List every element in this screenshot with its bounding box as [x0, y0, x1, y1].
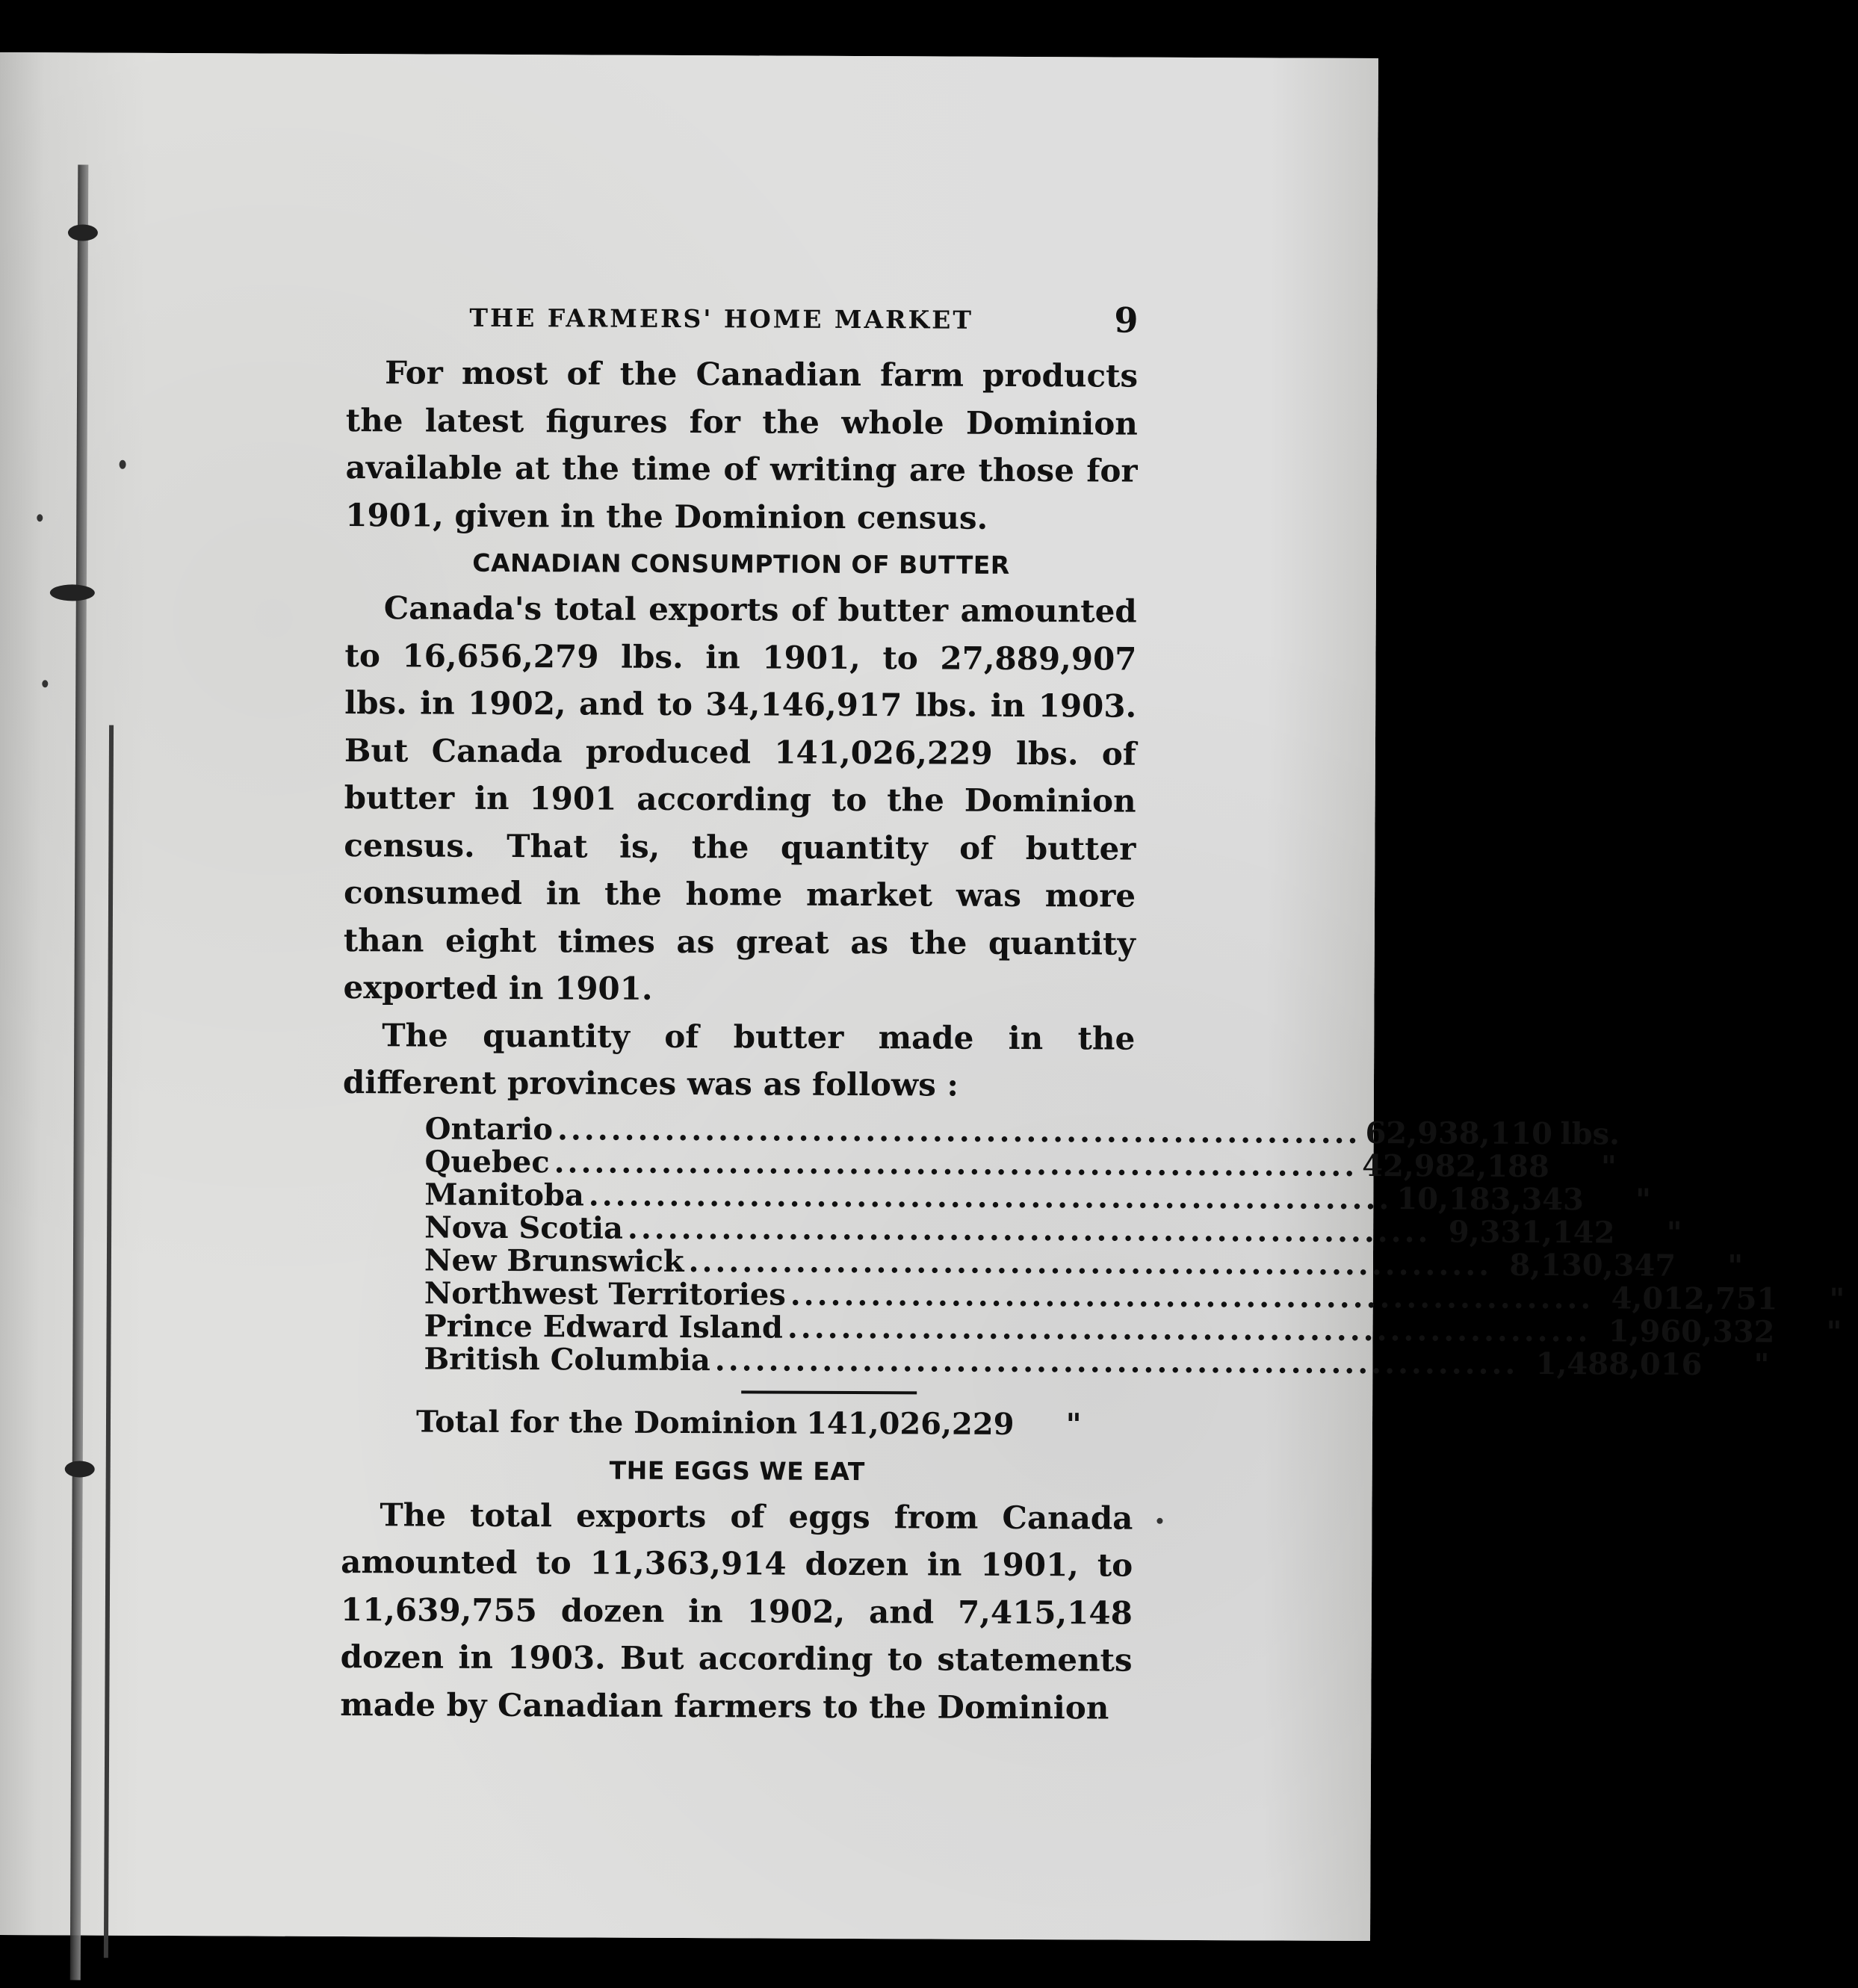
province-name: Manitoba [424, 1178, 584, 1212]
butter-paragraph-2: The quantity of butter made in the different provinces was as follows : [343, 1012, 1136, 1110]
page-text [340, 297, 1138, 1732]
table-row [424, 1277, 1082, 1313]
amount-unit: " [1777, 1283, 1852, 1316]
province-name: Nova Scotia [424, 1211, 623, 1245]
amount-unit: " [1676, 1249, 1750, 1282]
total-row [416, 1405, 1081, 1441]
binding-gutter [70, 164, 89, 1980]
intro-paragraph: For most of the Canadian farm products the latest figures for the whole Dominion available at the time of writing are those for 1901, given in the Dominion census. [345, 349, 1138, 542]
binding-edge-line [104, 725, 114, 1958]
table-row [424, 1178, 1082, 1214]
total-label: Total for the Dominion [416, 1405, 797, 1440]
province-amount: 4,012,751 [1598, 1282, 1777, 1316]
butter-paragraph-1: Canada's total exports of butter amounted to 16,656,279 lbs. in 1901, to 27,889,907 lbs. in 1902, and to 34,146,917 lbs. in 1903. But Canada produced 141,026,229 lbs. of butter in 1901 according to the Dominion census. That is, the quantity of butter consumed in the home market was more than eight times as great as the quantity exported in 1901. [343, 584, 1136, 1015]
book-page [0, 52, 1378, 1941]
leader-dots: ............................................................ [589, 1179, 1393, 1216]
eggs-section-heading: THE EGGS WE EAT [341, 1455, 1133, 1487]
table-row [424, 1310, 1081, 1346]
province-amount: 62,938,110 [1365, 1116, 1552, 1150]
amount-unit: " [1584, 1183, 1659, 1216]
leader-dots: ............................................................ [715, 1344, 1519, 1381]
leader-dots: ............................................................ [554, 1146, 1358, 1183]
table-row [424, 1211, 1082, 1247]
page-number: 9 [1114, 300, 1138, 341]
binding-mark [68, 224, 98, 241]
province-amount: 1,960,332 [1595, 1315, 1774, 1348]
total-amount: 141,026,229 [806, 1407, 1015, 1440]
amount-unit: " [1774, 1316, 1849, 1348]
province-name: Northwest Territories [424, 1277, 786, 1311]
eggs-paragraph: The total exports of eggs from Canada amounted to 11,363,914 dozen in 1901, to 11,639,755 dozen in 1902, and 7,415,148 dozen in 1903. But according to statements made by Canadian farmers to the Dominion [340, 1491, 1133, 1732]
binding-mark [50, 584, 95, 601]
province-amount: 8,130,347 [1496, 1248, 1676, 1282]
province-amount: 10,183,343 [1396, 1183, 1584, 1216]
province-name: British Columbia [424, 1343, 710, 1377]
amount-unit: " [1549, 1151, 1624, 1183]
leader-dots: ............................................................ [628, 1212, 1431, 1248]
amount-unit: " [1614, 1216, 1689, 1249]
butter-section-heading: CANADIAN CONSUMPTION OF BUTTER [345, 548, 1137, 580]
province-amount: 42,982,188 [1362, 1149, 1549, 1183]
table-row [424, 1244, 1082, 1280]
province-name: New Brunswick [424, 1244, 684, 1278]
speck [1156, 1518, 1162, 1524]
speck [42, 680, 48, 687]
speck [37, 514, 43, 521]
province-name: Ontario [425, 1112, 553, 1146]
running-head-title: THE FARMERS' HOME MARKET [469, 303, 973, 335]
leader-dots: ............................................................ [790, 1278, 1594, 1315]
leader-dots: ............................................................ [688, 1245, 1492, 1282]
binding-mark [65, 1461, 95, 1477]
total-rule [741, 1390, 917, 1394]
butter-production-table [424, 1112, 1083, 1378]
total-unit: " [1014, 1408, 1089, 1440]
running-head [469, 297, 1138, 353]
table-row [425, 1112, 1083, 1148]
amount-unit: " [1702, 1348, 1777, 1381]
table-row [424, 1145, 1082, 1181]
province-name: Prince Edward Island [424, 1310, 783, 1344]
table-row [424, 1343, 1081, 1378]
speck [120, 460, 126, 469]
province-amount: 1,488,016 [1523, 1347, 1702, 1381]
leader-dots: ............................................................ [787, 1311, 1591, 1348]
leader-dots: ............................................................ [557, 1113, 1361, 1150]
province-amount: 9,331,142 [1435, 1216, 1614, 1249]
province-name: Quebec [424, 1145, 549, 1179]
total-rule-wrap [341, 1389, 1133, 1396]
amount-unit: lbs. [1552, 1118, 1627, 1151]
